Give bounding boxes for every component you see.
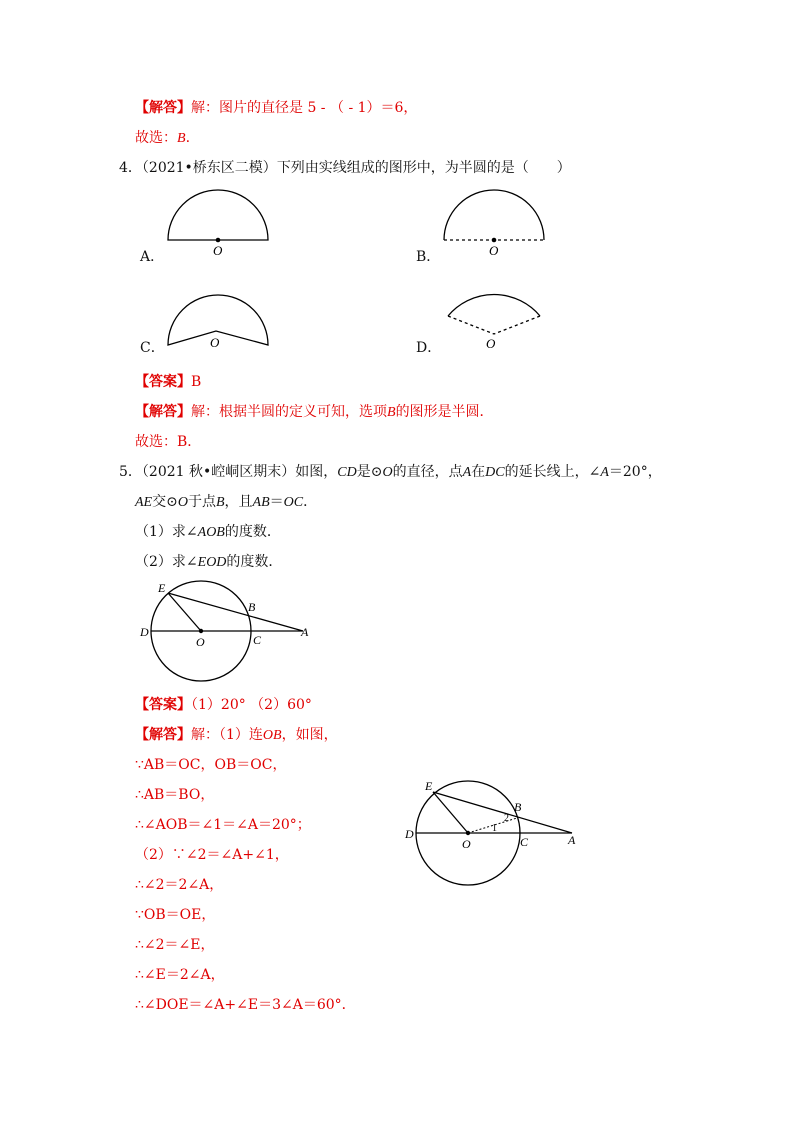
text: 在: [471, 464, 486, 480]
point-c-label: C: [520, 835, 529, 849]
text: 交⊙: [152, 494, 178, 510]
text: 是⊙: [356, 464, 383, 480]
therefore-text: 故选：: [135, 434, 177, 450]
point-e-label: E: [158, 581, 166, 595]
therefore-end: ．: [187, 434, 202, 450]
q4-solution: [135, 402, 494, 423]
var: AE: [135, 495, 153, 510]
var: A: [600, 465, 609, 480]
text: ＝: [269, 494, 284, 510]
answer-tag: 【答案】: [135, 374, 191, 390]
therefore-letter: B: [177, 131, 186, 146]
solution-text-end: ，如图，: [281, 727, 338, 743]
var: AOB: [197, 525, 225, 540]
text: 的延长线上，∠: [504, 464, 601, 480]
center-o-label: O: [210, 335, 220, 350]
angle-2-label: 2: [504, 813, 509, 824]
option-c-figure: [160, 285, 280, 355]
solution-step: ∴AB＝BO，: [135, 787, 215, 803]
angle-1-label: 1: [492, 823, 497, 834]
text: ，且: [224, 494, 253, 510]
option-a-label: A．: [140, 249, 165, 265]
question-number: 5．: [119, 464, 142, 480]
solution-step: ∴∠DOE＝∠A+∠E＝3∠A＝60°．: [135, 997, 356, 1013]
var: DC: [485, 465, 505, 480]
point-b-label: B: [248, 600, 256, 614]
prev-therefore: [135, 128, 190, 149]
text: （2）求∠: [135, 554, 198, 570]
q5-stem-line1: [119, 462, 662, 483]
q4-answer: [135, 372, 201, 392]
q5-figure-2: [400, 778, 590, 893]
solution-tag: 【解答】: [135, 100, 191, 116]
answer-value: B: [191, 374, 202, 390]
solution-step: （2）∵∠2＝∠A+∠1，: [135, 847, 289, 863]
solution-text-end: 的图形是半圆．: [395, 404, 494, 420]
text: 的度数．: [226, 554, 283, 570]
text: ＝20°，: [608, 464, 662, 480]
option-b-figure: [436, 185, 556, 260]
var: O: [177, 495, 188, 510]
answer-tag: 【答案】: [135, 697, 191, 713]
q4-stem: [119, 158, 571, 178]
center-o-label: O: [213, 243, 223, 258]
var: O: [382, 465, 393, 480]
question-source: （2021•桥东区二模）: [141, 160, 277, 176]
therefore-end: .: [185, 130, 191, 146]
question-number: 4．: [119, 160, 142, 176]
prev-solution-line: [135, 98, 417, 118]
therefore-letter: B: [177, 434, 188, 450]
point-o-label: O: [196, 635, 205, 649]
q4-therefore: [135, 432, 201, 452]
q5-sub1: [135, 522, 281, 543]
text: 于点: [187, 494, 216, 510]
point-a-label: A: [568, 833, 576, 847]
option-c-label: C．: [140, 340, 165, 356]
solution-step: ∵OB＝OE，: [135, 907, 216, 923]
var: A: [462, 465, 472, 480]
var: CD: [337, 465, 357, 480]
option-b-label: B．: [416, 249, 441, 265]
solution-text: 解：（1）连: [191, 727, 263, 743]
answer-value: （1）20° （2）60°: [191, 697, 312, 713]
text: 的度数．: [224, 524, 281, 540]
solution-text: 解：图片的直径是 5 - （ - 1）＝6，: [191, 100, 418, 116]
therefore-text: 故选：: [135, 130, 177, 146]
text: （1）求∠: [135, 524, 198, 540]
option-a-figure: [160, 185, 280, 260]
text: 如图，: [295, 464, 338, 480]
question-text: 下列由实线组成的图形中，为半圆的是（ ）: [276, 160, 571, 176]
var: OB: [262, 728, 282, 743]
center-o-label: O: [486, 336, 496, 351]
center-o-label: O: [489, 243, 499, 258]
option-d-figure: [436, 280, 556, 355]
solution-text: 解：根据半圆的定义可知，选项: [191, 404, 387, 420]
point-b-label: B: [514, 800, 522, 814]
solution-step: ∴∠2＝∠E，: [135, 937, 215, 953]
solution-step: ∴∠AOB＝∠1＝∠A＝20°；: [135, 817, 311, 833]
option-d-label: D．: [416, 340, 442, 356]
text: ．: [303, 494, 318, 510]
var: B: [215, 495, 225, 510]
var: AB: [252, 495, 270, 510]
text: 的直径，点: [392, 464, 463, 480]
solution-tag: 【解答】: [135, 404, 191, 420]
q5-figure-1: [135, 578, 320, 688]
q5-answer: [135, 695, 312, 715]
point-d-label: D: [405, 827, 414, 841]
solution-step: ∵AB＝OC，OB＝OC，: [135, 757, 287, 773]
q5-solution-first: [135, 725, 338, 746]
solution-tag: 【解答】: [135, 727, 191, 743]
q5-sub2: [135, 552, 282, 573]
question-source: （2021 秋•崆峒区期末）: [141, 464, 296, 480]
point-d-label: D: [140, 625, 149, 639]
point-a-label: A: [301, 625, 309, 639]
var: OC: [283, 495, 304, 510]
point-o-label: O: [462, 837, 471, 851]
solution-step: ∴∠2＝2∠A，: [135, 877, 224, 893]
solution-letter: B: [387, 405, 396, 420]
point-e-label: E: [425, 779, 433, 793]
point-c-label: C: [253, 633, 262, 647]
q5-stem-line2: [135, 492, 317, 513]
solution-step: ∴∠E＝2∠A，: [135, 967, 225, 983]
var: EOD: [197, 555, 227, 570]
